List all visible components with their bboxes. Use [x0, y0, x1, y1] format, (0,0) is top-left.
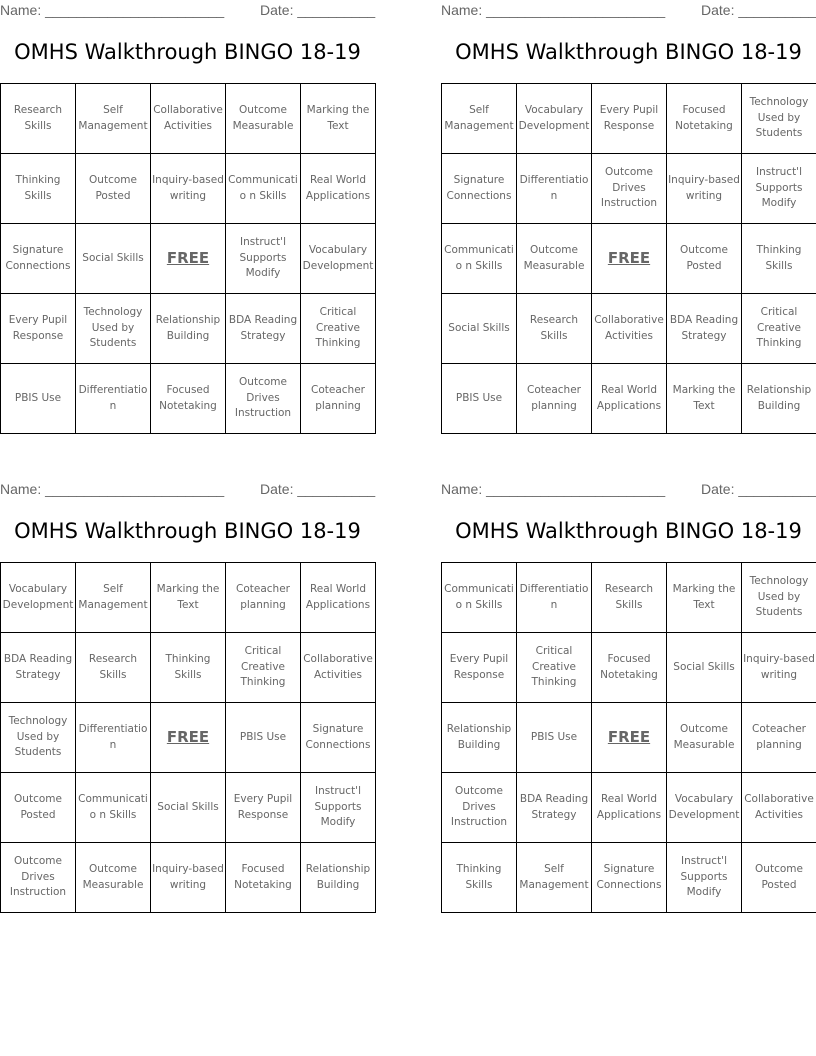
bingo-cell-label: Technology Used by Students — [8, 715, 68, 759]
bingo-cell-label: Social Skills — [157, 800, 219, 813]
bingo-cell[interactable] — [301, 294, 376, 364]
bingo-cell-label: Outcome Posted — [755, 863, 803, 891]
bingo-cell-label: Relationship Building — [305, 863, 371, 891]
bingo-cell-label: Research Skills — [604, 583, 654, 611]
bingo-cell[interactable] — [1, 224, 76, 294]
bingo-cell[interactable] — [226, 563, 301, 633]
bingo-cell[interactable] — [517, 843, 592, 913]
bingo-cell-label: Coteacher planning — [527, 384, 581, 412]
bingo-cell[interactable] — [151, 84, 226, 154]
bingo-cell-label: Thinking Skills — [15, 174, 61, 202]
bingo-cell-label: Real World Applications — [305, 583, 371, 611]
bingo-cell[interactable] — [226, 364, 301, 434]
bingo-cell[interactable] — [442, 364, 517, 434]
bingo-cell-label: Self Management — [78, 583, 148, 611]
name-field[interactable]: Name: _______________________ — [441, 2, 666, 18]
bingo-row — [442, 563, 816, 633]
bingo-row — [442, 154, 816, 224]
bingo-cell-label: Research Skills — [13, 104, 63, 132]
bingo-cell[interactable] — [442, 154, 517, 224]
bingo-cell[interactable] — [592, 84, 667, 154]
bingo-cell[interactable] — [667, 703, 742, 773]
bingo-row — [442, 224, 816, 294]
bingo-cell[interactable] — [1, 773, 76, 843]
bingo-cell[interactable] — [1, 703, 76, 773]
bingo-cell[interactable] — [667, 773, 742, 843]
bingo-cell-label: Social Skills — [82, 251, 144, 264]
bingo-cell[interactable] — [151, 154, 226, 224]
bingo-row — [1, 563, 376, 633]
bingo-row — [1, 633, 376, 703]
bingo-cell[interactable] — [301, 843, 376, 913]
bingo-cell-label: Inquiry-based writing — [668, 174, 740, 202]
bingo-cell[interactable] — [76, 703, 151, 773]
bingo-row — [442, 84, 816, 154]
bingo-cell[interactable] — [226, 84, 301, 154]
bingo-cell-label: Coteacher planning — [236, 583, 290, 611]
bingo-cell[interactable] — [742, 563, 816, 633]
bingo-cell-label: FREE — [607, 248, 651, 267]
date-field[interactable]: Date: __________ — [260, 2, 376, 18]
bingo-cell-label: Signature Connections — [305, 723, 371, 751]
bingo-cell[interactable] — [442, 294, 517, 364]
bingo-cell-label: FREE — [166, 727, 210, 746]
bingo-row — [1, 154, 376, 224]
bingo-cell[interactable] — [667, 843, 742, 913]
bingo-cell[interactable] — [226, 843, 301, 913]
bingo-cell-label: Focused Notetaking — [600, 653, 658, 681]
bingo-cell-label: Critical Creative Thinking — [531, 645, 577, 689]
bingo-cell[interactable] — [151, 633, 226, 703]
bingo-cell-label: Signature Connections — [5, 244, 71, 272]
bingo-cell[interactable] — [1, 563, 76, 633]
bingo-cell[interactable] — [76, 773, 151, 843]
bingo-cell-label: Coteacher planning — [752, 723, 806, 751]
bingo-cell[interactable] — [151, 563, 226, 633]
bingo-cell[interactable] — [742, 843, 816, 913]
bingo-cell[interactable] — [301, 563, 376, 633]
bingo-cell-label: Outcome Posted — [14, 793, 62, 821]
bingo-row — [442, 773, 816, 843]
bingo-cell-label: Research Skills — [529, 314, 579, 342]
bingo-cell-label: Inquiry-based writing — [152, 174, 224, 202]
bingo-cell[interactable] — [76, 84, 151, 154]
bingo-cell-label: Every Pupil Response — [8, 314, 68, 342]
bingo-cell[interactable] — [667, 294, 742, 364]
bingo-cell[interactable] — [517, 703, 592, 773]
bingo-row — [1, 773, 376, 843]
bingo-cell[interactable] — [592, 843, 667, 913]
bingo-cell-label: Focused Notetaking — [675, 104, 733, 132]
bingo-cell-label: Signature Connections — [446, 174, 512, 202]
bingo-cell[interactable] — [742, 703, 816, 773]
bingo-grid — [441, 83, 816, 434]
bingo-cell-label: Critical Creative Thinking — [240, 645, 286, 689]
bingo-cell[interactable] — [742, 773, 816, 843]
bingo-row — [1, 364, 376, 434]
bingo-cell-free[interactable] — [592, 703, 667, 773]
bingo-cell[interactable] — [667, 84, 742, 154]
bingo-cell-label: Thinking Skills — [165, 653, 211, 681]
bingo-row — [1, 224, 376, 294]
date-field[interactable]: Date: __________ — [701, 2, 816, 18]
bingo-cell[interactable] — [301, 703, 376, 773]
bingo-cell-label: Collaborative Activities — [744, 793, 814, 821]
bingo-cell[interactable] — [301, 633, 376, 703]
bingo-cell[interactable] — [76, 224, 151, 294]
bingo-cell-label: PBIS Use — [239, 730, 287, 743]
bingo-cell[interactable] — [517, 633, 592, 703]
bingo-cell-label: Marking the Text — [672, 583, 736, 611]
bingo-cell[interactable] — [76, 563, 151, 633]
bingo-cell-label: PBIS Use — [455, 391, 503, 404]
bingo-cell-label: FREE — [607, 727, 651, 746]
bingo-cell[interactable] — [301, 84, 376, 154]
bingo-cell-label: Outcome Measurable — [673, 723, 735, 751]
bingo-cell-label: Every Pupil Response — [599, 104, 659, 132]
card-title: OMHS Walkthrough BINGO 18-19 — [455, 40, 802, 64]
date-field[interactable]: Date: __________ — [260, 481, 376, 497]
bingo-cell[interactable] — [592, 773, 667, 843]
bingo-cell[interactable] — [1, 364, 76, 434]
bingo-row — [442, 703, 816, 773]
bingo-cell[interactable] — [592, 563, 667, 633]
bingo-row — [442, 294, 816, 364]
bingo-cell-label: Social Skills — [448, 321, 510, 334]
bingo-cell[interactable] — [1, 154, 76, 224]
bingo-row — [1, 703, 376, 773]
bingo-cell-label: BDA Reading Strategy — [669, 314, 739, 342]
bingo-cell-label: Technology Used by Students — [749, 96, 809, 140]
bingo-cell-label: Outcome Measurable — [232, 104, 294, 132]
bingo-cell-label: Differentiatio n — [519, 174, 589, 202]
bingo-cell[interactable] — [742, 364, 816, 434]
bingo-cell-label: Relationship Building — [155, 314, 221, 342]
bingo-cell[interactable] — [301, 154, 376, 224]
bingo-grid — [0, 83, 376, 434]
bingo-cell[interactable] — [1, 633, 76, 703]
card-title: OMHS Walkthrough BINGO 18-19 — [14, 40, 361, 64]
bingo-cell[interactable] — [667, 563, 742, 633]
bingo-cell[interactable] — [517, 773, 592, 843]
bingo-cell-label: Real World Applications — [596, 384, 662, 412]
bingo-cell-label: Vocabulary Development — [668, 793, 740, 821]
bingo-cell-label: Self Management — [444, 104, 514, 132]
bingo-cell-label: Differentiatio n — [78, 723, 148, 751]
bingo-cell[interactable] — [301, 773, 376, 843]
name-field[interactable]: Name: _______________________ — [0, 2, 225, 18]
bingo-cell[interactable] — [442, 563, 517, 633]
bingo-cell[interactable] — [76, 633, 151, 703]
bingo-cell-label: Outcome Measurable — [82, 863, 144, 891]
bingo-cell[interactable] — [442, 843, 517, 913]
bingo-cell-label: BDA Reading Strategy — [3, 653, 73, 681]
bingo-cell[interactable] — [592, 364, 667, 434]
bingo-cell-label: Communicatio n Skills — [78, 793, 148, 821]
bingo-cell[interactable] — [76, 364, 151, 434]
bingo-cell-label: Marking the Text — [156, 583, 220, 611]
bingo-cell[interactable] — [1, 843, 76, 913]
bingo-cell-label: Thinking Skills — [456, 863, 502, 891]
bingo-cell-label: Outcome Drives Instruction — [450, 785, 508, 829]
bingo-cell-label: Focused Notetaking — [159, 384, 217, 412]
bingo-cell-label: PBIS Use — [530, 730, 578, 743]
bingo-cell[interactable] — [667, 364, 742, 434]
bingo-cell-label: BDA Reading Strategy — [519, 793, 589, 821]
bingo-cell-label: Outcome Posted — [89, 174, 137, 202]
bingo-cell-label: Relationship Building — [746, 384, 812, 412]
bingo-grid — [0, 562, 376, 913]
bingo-cell[interactable] — [442, 703, 517, 773]
bingo-cell-free[interactable] — [151, 703, 226, 773]
bingo-cell-label: Inquiry-based writing — [743, 653, 815, 681]
bingo-cell-label: Self Management — [78, 104, 148, 132]
bingo-cell-label: Differentiatio n — [78, 384, 148, 412]
bingo-cell-label: Social Skills — [673, 660, 735, 673]
bingo-cell[interactable] — [742, 84, 816, 154]
bingo-cell[interactable] — [76, 154, 151, 224]
bingo-cell-label: Instruct'l Supports Modify — [755, 166, 803, 210]
bingo-cell[interactable] — [592, 154, 667, 224]
bingo-cell-label: Collaborative Activities — [303, 653, 373, 681]
bingo-cell-label: Relationship Building — [446, 723, 512, 751]
bingo-cell-label: Marking the Text — [306, 104, 370, 132]
bingo-cell[interactable] — [517, 563, 592, 633]
bingo-cell[interactable] — [76, 294, 151, 364]
bingo-cell[interactable] — [667, 154, 742, 224]
bingo-cell-label: Marking the Text — [672, 384, 736, 412]
bingo-cell-label: Instruct'l Supports Modify — [239, 236, 287, 280]
bingo-cell-label: Communicatio n Skills — [444, 244, 514, 272]
bingo-cell[interactable] — [517, 154, 592, 224]
bingo-cell[interactable] — [592, 294, 667, 364]
bingo-cell-label: Inquiry-based writing — [152, 863, 224, 891]
bingo-cell[interactable] — [592, 633, 667, 703]
bingo-cell-label: FREE — [166, 248, 210, 267]
bingo-cell[interactable] — [226, 703, 301, 773]
name-field[interactable]: Name: _______________________ — [0, 481, 225, 497]
bingo-row — [1, 843, 376, 913]
bingo-cell-label: Collaborative Activities — [594, 314, 664, 342]
bingo-cell[interactable] — [442, 84, 517, 154]
bingo-cell[interactable] — [442, 773, 517, 843]
bingo-row — [442, 843, 816, 913]
bingo-cell-label: Vocabulary Development — [2, 583, 74, 611]
bingo-cell[interactable] — [517, 294, 592, 364]
bingo-cell-label: Outcome Drives Instruction — [600, 166, 658, 210]
bingo-cell-label: Communicatio n Skills — [444, 583, 514, 611]
bingo-cell[interactable] — [151, 773, 226, 843]
bingo-cell-label: Focused Notetaking — [234, 863, 292, 891]
bingo-row — [1, 294, 376, 364]
bingo-cell-label: Self Management — [519, 863, 589, 891]
bingo-cell-label: Every Pupil Response — [449, 653, 509, 681]
bingo-cell-label: Vocabulary Development — [518, 104, 590, 132]
bingo-cell[interactable] — [76, 843, 151, 913]
bingo-cell-label: Outcome Drives Instruction — [9, 855, 67, 899]
bingo-cell[interactable] — [226, 154, 301, 224]
bingo-cell[interactable] — [667, 633, 742, 703]
bingo-cell[interactable] — [1, 84, 76, 154]
bingo-cell-label: Signature Connections — [596, 863, 662, 891]
bingo-cell-label: Research Skills — [88, 653, 138, 681]
bingo-cell[interactable] — [151, 294, 226, 364]
bingo-cell-label: Differentiatio n — [519, 583, 589, 611]
bingo-cell-label: Coteacher planning — [311, 384, 365, 412]
bingo-cell[interactable] — [667, 224, 742, 294]
bingo-cell-label: Instruct'l Supports Modify — [314, 785, 362, 829]
bingo-cell[interactable] — [226, 773, 301, 843]
bingo-cell-label: PBIS Use — [14, 391, 62, 404]
bingo-cell-label: Thinking Skills — [756, 244, 802, 272]
bingo-cell-label: Technology Used by Students — [83, 306, 143, 350]
card-title: OMHS Walkthrough BINGO 18-19 — [14, 519, 361, 543]
bingo-cell[interactable] — [517, 84, 592, 154]
bingo-cell-label: Collaborative Activities — [153, 104, 223, 132]
bingo-cell[interactable] — [742, 294, 816, 364]
bingo-cell-label: BDA Reading Strategy — [228, 314, 298, 342]
bingo-row — [1, 84, 376, 154]
bingo-row — [442, 633, 816, 703]
bingo-grid — [441, 562, 816, 913]
date-field[interactable]: Date: __________ — [701, 481, 816, 497]
bingo-cell[interactable] — [151, 364, 226, 434]
bingo-cell[interactable] — [517, 224, 592, 294]
bingo-cell[interactable] — [742, 224, 816, 294]
bingo-cell[interactable] — [301, 364, 376, 434]
bingo-cell[interactable] — [442, 633, 517, 703]
bingo-cell-label: Critical Creative Thinking — [756, 306, 802, 350]
bingo-cell-label: Outcome Drives Instruction — [234, 376, 292, 420]
bingo-cell[interactable] — [226, 633, 301, 703]
bingo-cell-label: Real World Applications — [596, 793, 662, 821]
bingo-cell[interactable] — [226, 294, 301, 364]
bingo-cell-free[interactable] — [592, 224, 667, 294]
bingo-cell-label: Outcome Posted — [680, 244, 728, 272]
bingo-cell-label: Instruct'l Supports Modify — [680, 855, 728, 899]
bingo-cell[interactable] — [1, 294, 76, 364]
bingo-cell[interactable] — [442, 224, 517, 294]
bingo-cell-label: Technology Used by Students — [749, 575, 809, 619]
bingo-cell-label: Communicatio n Skills — [228, 174, 298, 202]
card-title: OMHS Walkthrough BINGO 18-19 — [455, 519, 802, 543]
name-field[interactable]: Name: _______________________ — [441, 481, 666, 497]
bingo-cell[interactable] — [301, 224, 376, 294]
bingo-cell[interactable] — [742, 633, 816, 703]
bingo-cell-label: Critical Creative Thinking — [315, 306, 361, 350]
bingo-cell-free[interactable] — [151, 224, 226, 294]
bingo-cell-label: Real World Applications — [305, 174, 371, 202]
bingo-cell[interactable] — [742, 154, 816, 224]
bingo-cell[interactable] — [517, 364, 592, 434]
bingo-cell-label: Every Pupil Response — [233, 793, 293, 821]
bingo-cell[interactable] — [151, 843, 226, 913]
bingo-cell[interactable] — [226, 224, 301, 294]
bingo-row — [442, 364, 816, 434]
bingo-cell-label: Outcome Measurable — [523, 244, 585, 272]
bingo-cell-label: Vocabulary Development — [302, 244, 374, 272]
